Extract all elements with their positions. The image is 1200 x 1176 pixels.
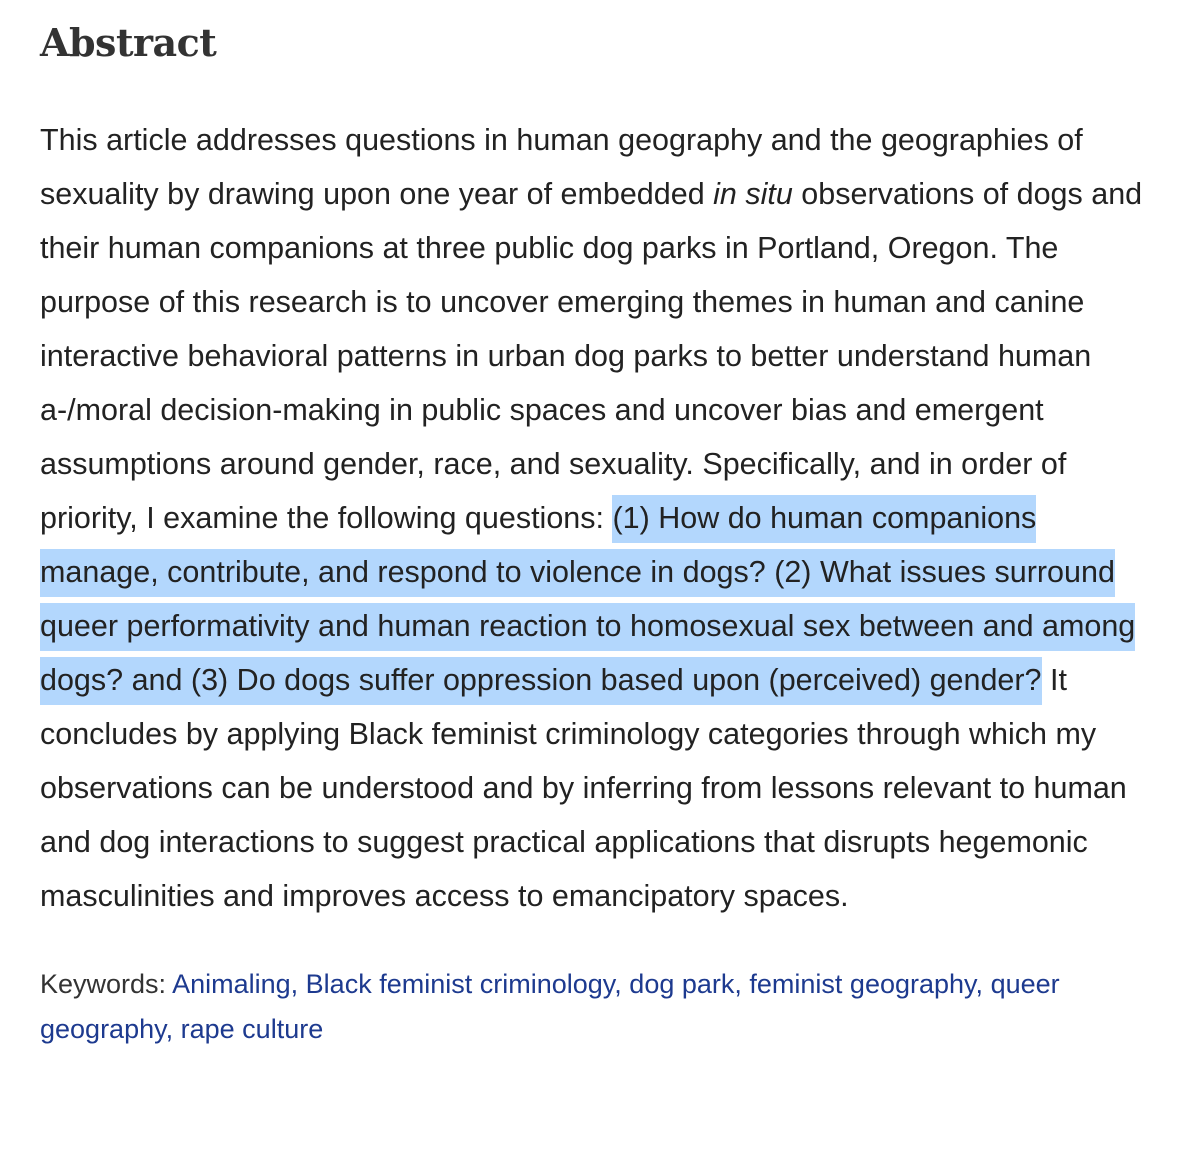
keywords-label: Keywords:	[40, 969, 167, 999]
keywords-line	[40, 962, 1150, 1052]
keyword-link-queer-geography[interactable]: queer geography	[40, 969, 1060, 1044]
keyword-separator: ,	[290, 969, 299, 999]
abstract-italic-term: in situ	[713, 177, 793, 211]
abstract-text-main: observations of dogs and their human companions at three public dog parks in Portland, Oregon. The purpose of this research is to uncover emerging themes in human and canine interactive behavioral patterns in urban dog parks to better understand human a-/moral decision-making in public spaces and uncover bias and emergent assumptions around gender, race, and sexuality. Specifically, and in order of priority, I examine the following questions:	[40, 177, 1143, 535]
article-abstract-section	[40, 0, 1150, 1052]
abstract-body	[40, 113, 1150, 923]
abstract-text-conclusion: It concludes by applying Black feminist criminology categories through which my observations can be understood and by inferring from lessons relevant to human and dog interactions to suggest practical applications that disrupts hegemonic masculinities and improves access to emancipatory spaces.	[40, 663, 1127, 913]
abstract-text-intro: This article addresses questions in human geography and the geographies of sexuality by drawing upon one year of embedded	[40, 123, 1083, 211]
keyword-link-feminist-geography[interactable]: feminist geography	[749, 969, 976, 999]
keyword-link-animaling[interactable]: Animaling	[172, 969, 291, 999]
keyword-link-black-feminist-criminology[interactable]: Black feminist criminology	[305, 969, 615, 999]
keyword-separator: ,	[614, 969, 622, 999]
abstract-heading: Abstract	[40, 20, 217, 65]
keyword-separator: ,	[975, 969, 984, 999]
selected-text-highlight[interactable]: (1) How do human companions manage, contribute, and respond to violence in dogs? (2) What issues surround queer performativity and human reaction to homosexual sex between and among dogs? and (3) Do dogs suffer oppression based upon (perceived) gender?	[40, 495, 1135, 705]
keyword-separator: ,	[165, 1014, 174, 1044]
keyword-link-rape-culture[interactable]: rape culture	[180, 1014, 324, 1044]
keyword-separator: ,	[734, 969, 742, 999]
keyword-link-dog-park[interactable]: dog park	[629, 969, 735, 999]
